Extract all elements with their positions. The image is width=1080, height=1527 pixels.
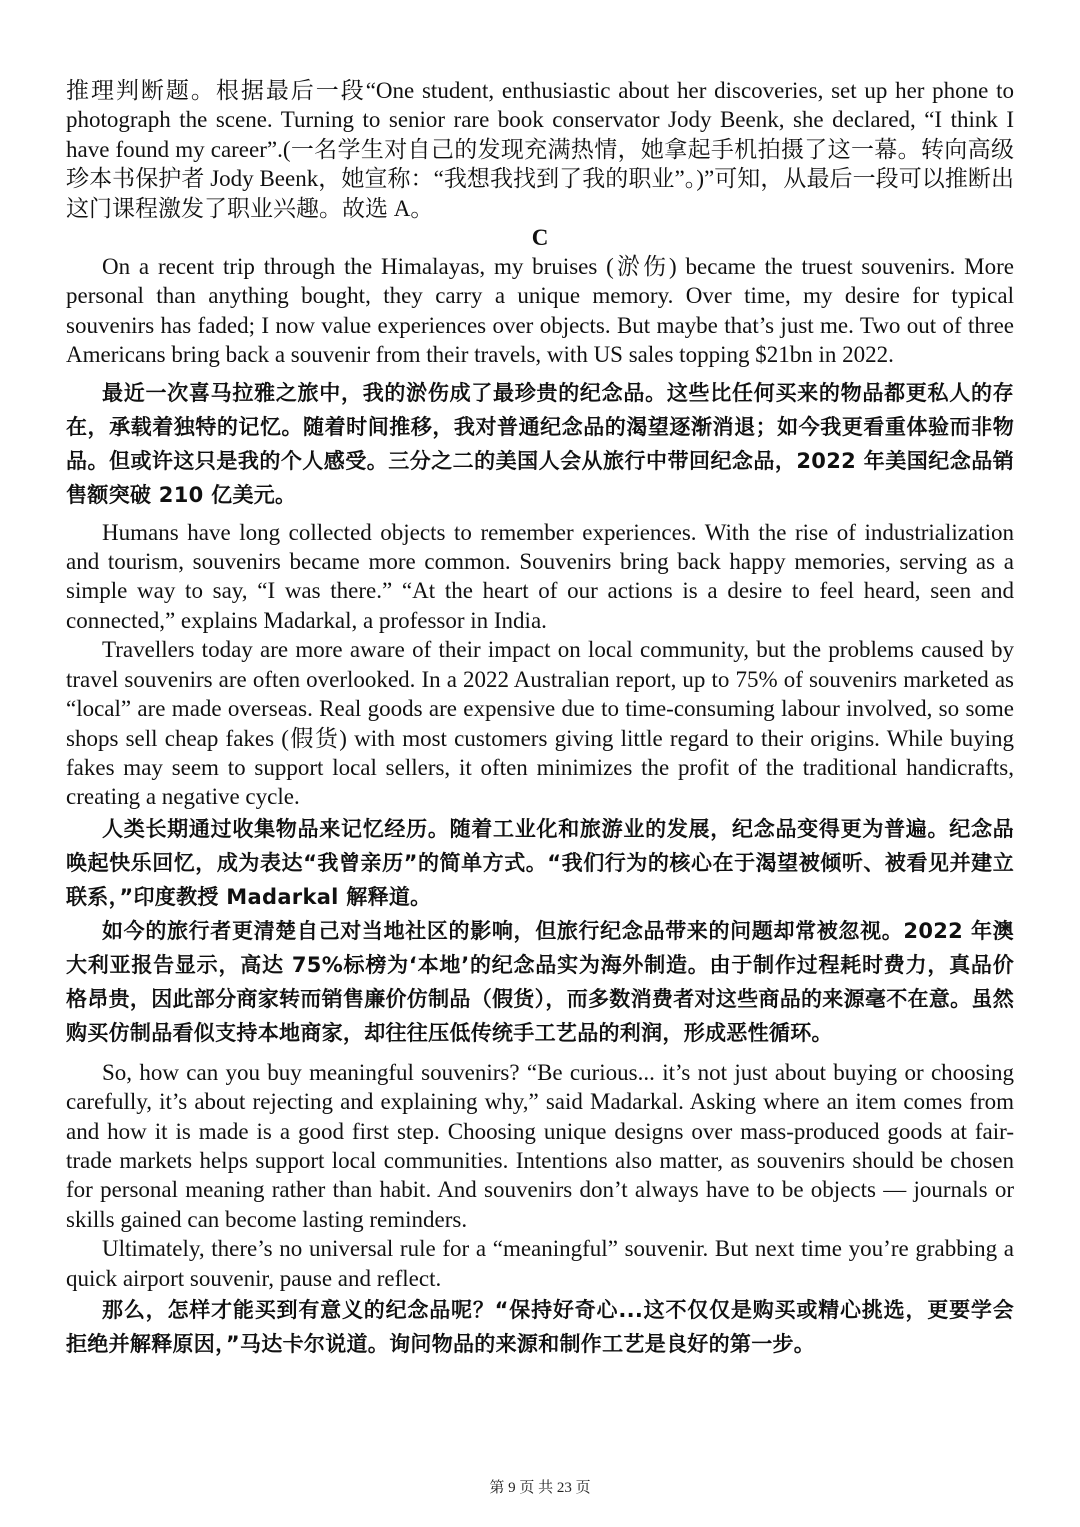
translation-paragraph-1: 最近一次喜马拉雅之旅中，我的淤伤成了最珍贵的纪念品。这些比任何买来的物品都更私人的存在，承载着独特的记忆。随着时间推移，我对普通纪念品的渴望逐渐消退；如今我更看重体验而非物品。但或许这只是我的个人感受。三分之二的美国人会从旅行中带回纪念品，2022 年美国纪念品销售额突破 210 亿美元。 bbox=[66, 380, 1014, 507]
translation-paragraph-2: 人类长期通过收集物品来记忆经历。随着工业化和旅游业的发展，纪念品变得更为普遍。纪念品唤起快乐回忆，成为表达“我曾亲历”的简单方式。“我们行为的核心在于渴望被倾听、被看见并建立联系，”印度教授 Madarkal 解释道。 bbox=[66, 816, 1014, 909]
passage-paragraph-5: Ultimately, there’s no universal rule for a “meaningful” souvenir. But next time you’re grabbing a quick airport souvenir, pause and reflect. bbox=[66, 1236, 1014, 1291]
answer-analysis: 推理判断题。根据最后一段“One student, enthusiastic about her discoveries, set up her phone to photograph the scene. Turning to senior rare book conservator Jody Beenk, she declared, “I think I have found my career”.(一名学生对自己的发现充满热情，她拿起手机拍摄了这一幕。转向高级珍本书保护者 Jody Beenk，她宣称：“我想我找到了我的职业”。)”可知，从最后一段可以推断出这门课程激发了职业兴趣。故选 A。 bbox=[66, 78, 1014, 221]
section-heading: C bbox=[531, 225, 549, 251]
passage-paragraph-4: So, how can you buy meaningful souvenirs? “Be curious... it’s not just about buying or choosing carefully, it’s about rejecting and explaining why,” said Madarkal. Asking where an item comes from and how it is made is a good first step. Choosing unique designs over mass-produced goods at fair-trade markets helps support local communities. Intentions also matter, as souvenirs should be chosen for personal meaning rather than habit. And souvenirs don’t always have to be objects — journals or skills gained can become lasting reminders. bbox=[66, 1059, 1014, 1232]
translation-paragraph-3: 如今的旅行者更清楚自己对当地社区的影响，但旅行纪念品带来的问题却常被忽视。2022 年澳大利亚报告显示，高达 75%标榜为‘本地’的纪念品实为海外制造。由于制作过程耗时费力，真品价格昂贵，因此部分商家转而销售廉价仿制品（假货），而多数消费者对这些商品的来源毫不在意。虽然购买仿制品看似支持本地商家，却往往压低传统手工艺品的利润，形成恶性循环。 bbox=[66, 918, 1014, 1045]
page-number-footer: 第 9 页 共 23 页 bbox=[489, 1480, 591, 1496]
passage-paragraph-1: On a recent trip through the Himalayas, my bruises (淤伤) became the truest souvenirs. More personal than anything bought, they carry a unique memory. Over time, my desire for typical souvenirs has faded; I now value experiences over objects. But maybe that’s just me. Two out of three Americans bring back a souvenir from their travels, with US sales topping $21bn in 2022. bbox=[66, 254, 1014, 368]
passage-paragraph-3: Travellers today are more aware of their impact on local community, but the problems caused by travel souvenirs are often overlooked. In a 2022 Australian report, up to 75% of souvenirs marketed as “local” are made overseas. Real goods are expensive due to time-consuming labour involved, so some shops sell cheap fakes (假货) with most customers giving little regard to their origins. While buying fakes may seem to support local sellers, it often minimizes the profit of the traditional handicrafts, creating a negative cycle. bbox=[66, 637, 1014, 810]
translation-paragraph-4: 那么，怎样才能买到有意义的纪念品呢？“保持好奇心...这不仅仅是购买或精心挑选，更要学会拒绝并解释原因，”马达卡尔说道。询问物品的来源和制作工艺是良好的第一步。 bbox=[66, 1297, 1014, 1356]
passage-paragraph-2: Humans have long collected objects to remember experiences. With the rise of industrialization and tourism, souvenirs became more common. Souvenirs bring back happy memories, serving as a simple way to say, “I was there.” “At the heart of our actions is a desire to feel heard, seen and connected,” explains Madarkal, a professor in India. bbox=[66, 519, 1014, 633]
document-page bbox=[66, 76, 1014, 1361]
